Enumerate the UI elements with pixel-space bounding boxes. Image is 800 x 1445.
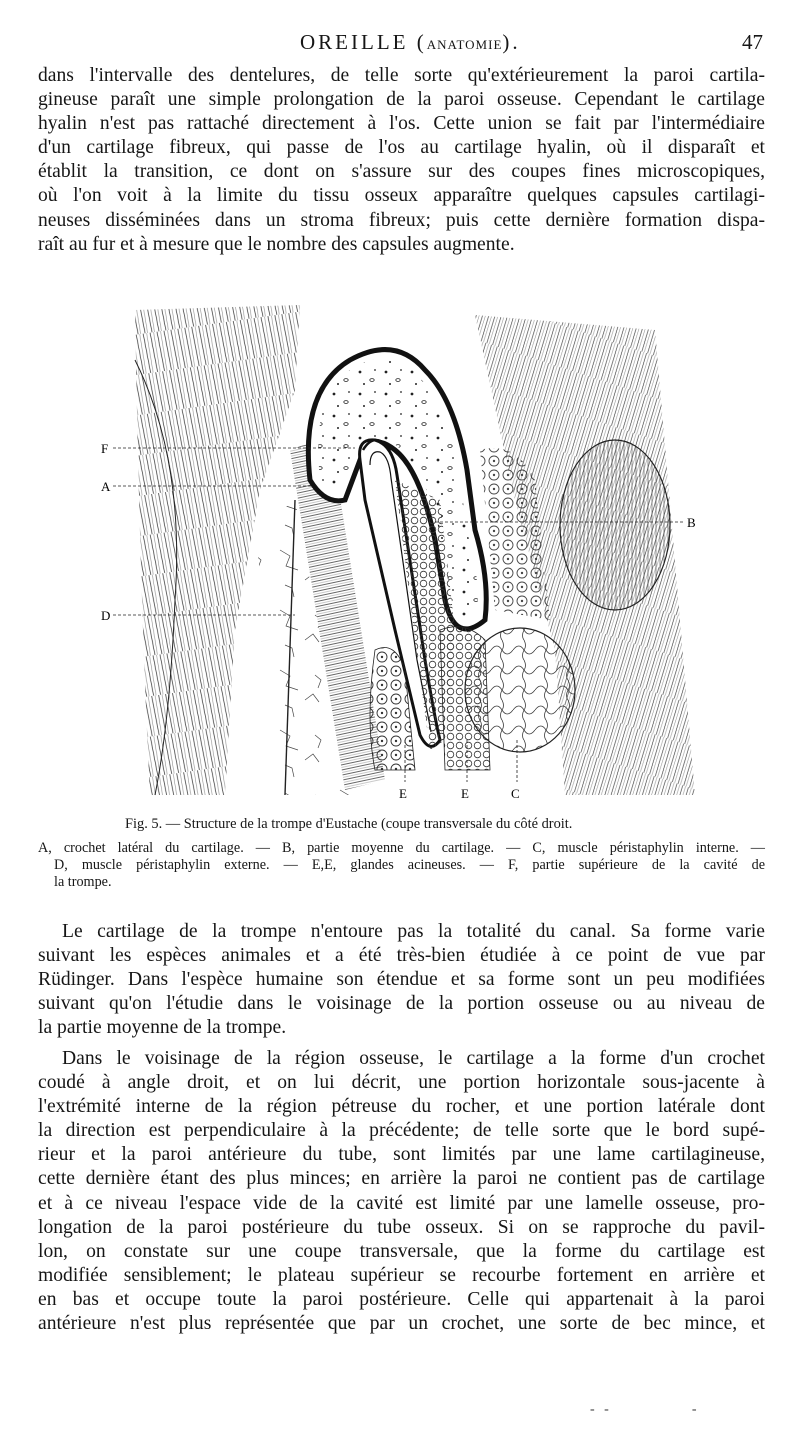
label-E-2: E (461, 786, 469, 801)
text-line: la partie moyenne de la trompe. (38, 1017, 287, 1039)
text-line: modifiée sensiblement; le plateau supérieur se recourbe fortement en arrière et (38, 1264, 765, 1286)
text-line: raît au fur et à mesure que le nombre des capsules augmente. (38, 233, 515, 255)
eustachian-tube-figure (95, 300, 705, 805)
text-line: longation de la paroi postérieure du tube osseux. Si on se rapproche du pavil- (38, 1216, 765, 1238)
text-line: hyalin n'est pas rattaché directement à l'os. Cette union se fait par l'intermédiaire (38, 113, 765, 135)
text-line: cette dernière étant des plus minces; en arrière la paroi ne contient pas de cartilage (38, 1168, 765, 1190)
text-line: Rüdinger. Dans l'espèce humaine son étendue et sa forme sont un peu modifiées (38, 969, 765, 991)
legend-line: A, crochet latéral du cartilage. — B, partie moyenne du cartilage. — C, muscle péristaphylin interne. — (38, 840, 765, 856)
label-B: B (687, 515, 696, 530)
paragraph-3 (38, 1047, 765, 1336)
printer-marks: - - - (590, 1402, 700, 1417)
page-title (300, 30, 521, 55)
figure-caption: Fig. 5. — Structure de la trompe d'Eustache (coupe transversale du côté droit. (125, 816, 573, 832)
label-D: D (101, 608, 111, 623)
running-header (0, 30, 800, 60)
text-line: Dans le voisinage de la région osseuse, le cartilage a la forme d'un crochet (62, 1048, 765, 1069)
label-F: F (101, 441, 109, 456)
figure-legend (38, 840, 765, 891)
text-line: d'un cartilage fibreux, qui passe de l'os au cartilage hyalin, où il disparaît et (38, 137, 765, 159)
text-line: et à ce niveau l'espace vide de la cavité est limité par une lamelle osseuse, pro- (38, 1192, 765, 1214)
legend-line: la trompe. (54, 874, 112, 890)
text-line: établit la transition, ce dont on s'assure sur des coupes fines microscopiques, (38, 161, 765, 183)
title-end: ). (502, 30, 521, 54)
text-line: antérieure n'est plus représentée que par un crochet, une sorte de bec mince, et (38, 1313, 765, 1335)
text-line: rieur et la paroi antérieure du tube, sont limités par une lame cartilagineuse, (38, 1144, 765, 1166)
text-line: suivant les espèces animales et a été très-bien étudiée à ce point de vue par (38, 945, 765, 967)
anatomical-illustration (95, 300, 705, 805)
title-small-caps: ANATOMIE (426, 37, 503, 52)
text-line: neuses disséminées dans un stroma fibreux; puis cette dernière formation dispa- (38, 209, 765, 231)
text-line: dans l'intervalle des dentelures, de telle sorte qu'extérieurement la paroi cartila- (38, 65, 765, 86)
paragraph-2 (38, 920, 765, 1040)
text-line: où l'on voit à la limite du tissu osseux apparaître quelques capsules cartilagi- (38, 185, 765, 207)
text-line: Le cartilage de la trompe n'entoure pas la totalité du canal. Sa forme varie (62, 921, 765, 942)
paragraph-1 (38, 64, 765, 257)
label-A: A (101, 479, 111, 494)
page-number: 47 (742, 30, 763, 54)
text-line: gineuse paraît une simple prolongation de la paroi osseuse. Cependant le cartilage (38, 89, 765, 111)
title-main: OREILLE ( (300, 30, 427, 54)
text-line: la direction est perpendiculaire à la précédente; de telle sorte que le bord supé- (38, 1120, 765, 1142)
label-C: C (511, 786, 520, 801)
label-E-1: E (399, 786, 407, 801)
text-line: suivant qu'on l'étudie dans le voisinage de la portion osseuse ou au niveau de (38, 993, 765, 1015)
legend-line: D, muscle péristaphylin externe. — E,E, glandes acineuses. — F, partie supérieure de la cavité de (54, 857, 765, 873)
text-line: en bas et occupe toute la paroi postérieure. Celle qui appartenait à la paroi (38, 1288, 765, 1310)
text-line: l'extrémité interne de la région pétreuse du rocher, et une portion latérale dont (38, 1096, 765, 1118)
text-line: coudé à angle droit, et on lui décrit, une portion horizontale sous-jacente à (38, 1072, 765, 1094)
text-line: lon, on constate sur une coupe transversale, que la forme du cartilage est (38, 1240, 765, 1262)
